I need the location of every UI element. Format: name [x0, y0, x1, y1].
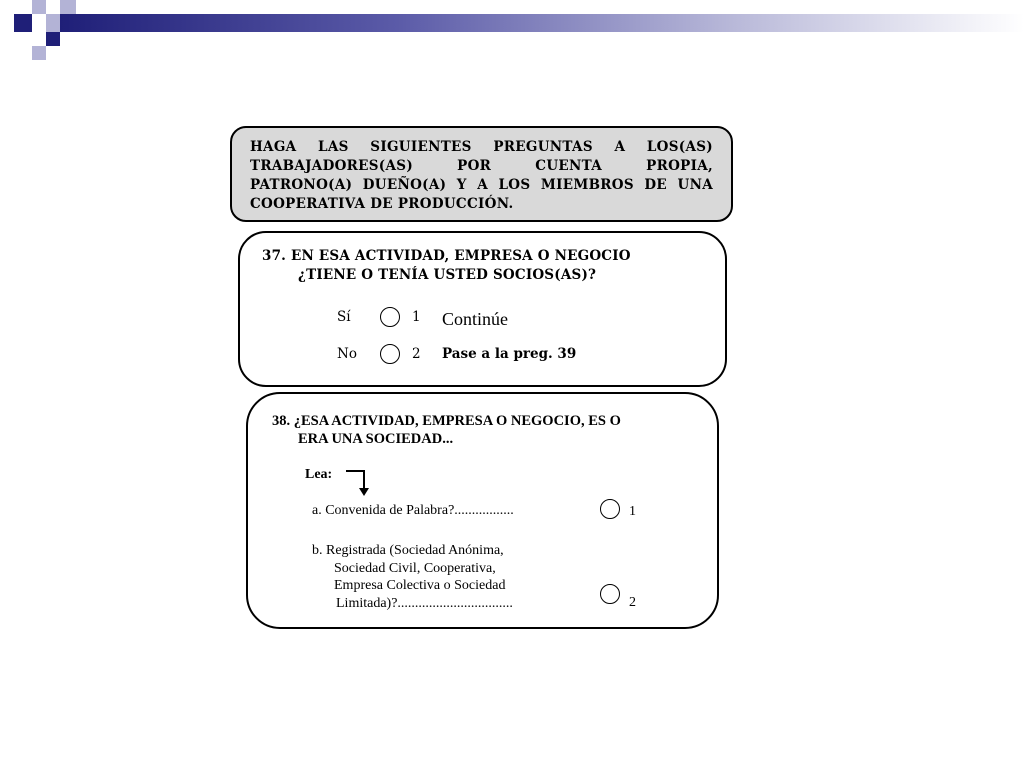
option-si-instruction: Continúe	[442, 309, 508, 329]
option-a-code: 1	[629, 504, 636, 519]
question-37-title: 37. EN ESA ACTIVIDAD, EMPRESA O NEGOCIO ¿TIENE O TENÍA USTED SOCIOS(AS)?	[262, 248, 631, 283]
question-38-title: 38. ¿ESA ACTIVIDAD, EMPRESA O NEGOCIO, ES O ERA UNA SOCIEDAD...	[272, 413, 621, 447]
option-b-label: b. Registrada (Sociedad Anónima, Sociedad Civil, Cooperativa, Empresa Colectiva o Sociedad Limitada)?.................................	[312, 543, 513, 611]
question-37-box	[238, 231, 727, 387]
instruction-box	[230, 126, 733, 222]
instruction-line: HAGA LAS SIGUIENTES PREGUNTAS A LOS(AS)	[250, 139, 713, 155]
decor-square	[32, 46, 46, 60]
option-b-radio[interactable]	[600, 584, 620, 604]
option-b-code: 2	[629, 595, 636, 610]
decor-square	[14, 14, 32, 32]
option-a-label: a. Convenida de Palabra?.................	[312, 503, 514, 518]
decor-square	[32, 0, 46, 14]
decor-square	[60, 0, 76, 14]
decor-square	[46, 32, 60, 46]
instruction-line: COOPERATIVA DE PRODUCCIÓN.	[250, 196, 514, 212]
option-si-label: Sí	[337, 309, 351, 325]
question-38-box	[246, 392, 719, 629]
instruction-line: TRABAJADORES(AS) POR CUENTA PROPIA,	[250, 158, 713, 174]
arrow-down-icon	[344, 468, 372, 498]
title-gradient-bar	[60, 14, 1024, 32]
lea-label: Lea:	[305, 467, 333, 482]
option-si-radio[interactable]	[380, 307, 400, 327]
instruction-line: PATRONO(A) DUEÑO(A) Y A LOS MIEMBROS DE UNA	[250, 177, 713, 193]
option-no-code: 2	[412, 346, 421, 362]
option-si-code: 1	[412, 309, 421, 325]
option-no-radio[interactable]	[380, 344, 400, 364]
option-no-instruction: Pase a la preg. 39	[442, 346, 577, 362]
option-no-label: No	[337, 346, 357, 362]
decor-square	[46, 14, 60, 32]
option-a-radio[interactable]	[600, 499, 620, 519]
